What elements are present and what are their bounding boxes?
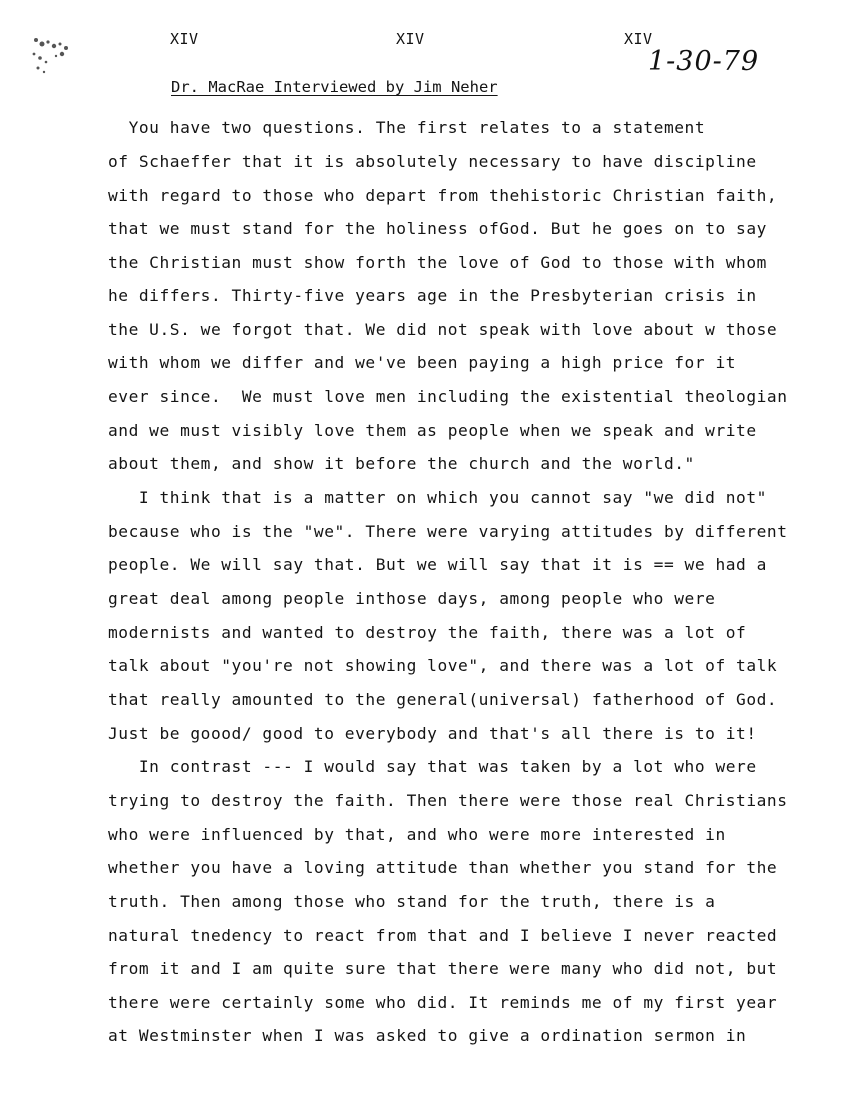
text-line: the Christian must show forth the love of God to those with whom bbox=[108, 253, 767, 272]
text-line: the U.S. we forgot that. We did not speak with love about w those bbox=[108, 320, 778, 339]
text-line: because who is the "we". There were varying attitudes by different bbox=[108, 522, 788, 541]
text-line: with whom we differ and we've been paying a high price for it bbox=[108, 353, 737, 372]
text-line: of Schaeffer that it is absolutely necessary to have discipline bbox=[108, 152, 757, 171]
text-line: In contrast --- I would say that was taken by a lot who were bbox=[108, 757, 757, 776]
text-line: great deal among people inthose days, among people who were bbox=[108, 589, 716, 608]
text-line: about them, and show it before the church and the world." bbox=[108, 454, 695, 473]
text-line: truth. Then among those who stand for the truth, there is a bbox=[108, 892, 716, 911]
text-line: that we must stand for the holiness ofGod. But he goes on to say bbox=[108, 219, 767, 238]
text-line: who were influenced by that, and who were more interested in bbox=[108, 825, 726, 844]
text-line: trying to destroy the faith. Then there were those real Christians bbox=[108, 791, 788, 810]
handwritten-date: 1-30-79 bbox=[648, 46, 760, 77]
text-line: talk about "you're not showing love", and there was a lot of talk bbox=[108, 656, 778, 675]
text-line: there were certainly some who did. It reminds me of my first year bbox=[108, 993, 778, 1012]
ink-smudge-mark bbox=[26, 32, 76, 78]
document-title: Dr. MacRae Interviewed by Jim Neher bbox=[171, 78, 498, 96]
text-line: from it and I am quite sure that there were many who did not, but bbox=[108, 959, 778, 978]
text-line: with regard to those who depart from thehistoric Christian faith, bbox=[108, 186, 778, 205]
page-header-center: XIV bbox=[396, 30, 425, 48]
text-line: at Westminster when I was asked to give a ordination sermon in bbox=[108, 1026, 747, 1045]
page-header-right: XIV bbox=[624, 30, 653, 48]
text-line: whether you have a loving attitude than whether you stand for the bbox=[108, 858, 778, 877]
text-line: that really amounted to the general(universal) fatherhood of God. bbox=[108, 690, 778, 709]
text-line: I think that is a matter on which you cannot say "we did not" bbox=[108, 488, 767, 507]
text-line: people. We will say that. But we will say that it is == we had a bbox=[108, 555, 767, 574]
text-line: natural tnedency to react from that and I believe I never reacted bbox=[108, 926, 778, 945]
text-line: he differs. Thirty-five years age in the Presbyterian crisis in bbox=[108, 286, 757, 305]
page-header-left: XIV bbox=[170, 30, 199, 48]
text-line: Just be goood/ good to everybody and that's all there is to it! bbox=[108, 724, 757, 743]
text-line: You have two questions. The first relates to a statement bbox=[108, 118, 706, 137]
text-line: modernists and wanted to destroy the faith, there was a lot of bbox=[108, 623, 747, 642]
text-line: ever since. We must love men including the existential theologian bbox=[108, 387, 788, 406]
text-line: and we must visibly love them as people when we speak and write bbox=[108, 421, 757, 440]
